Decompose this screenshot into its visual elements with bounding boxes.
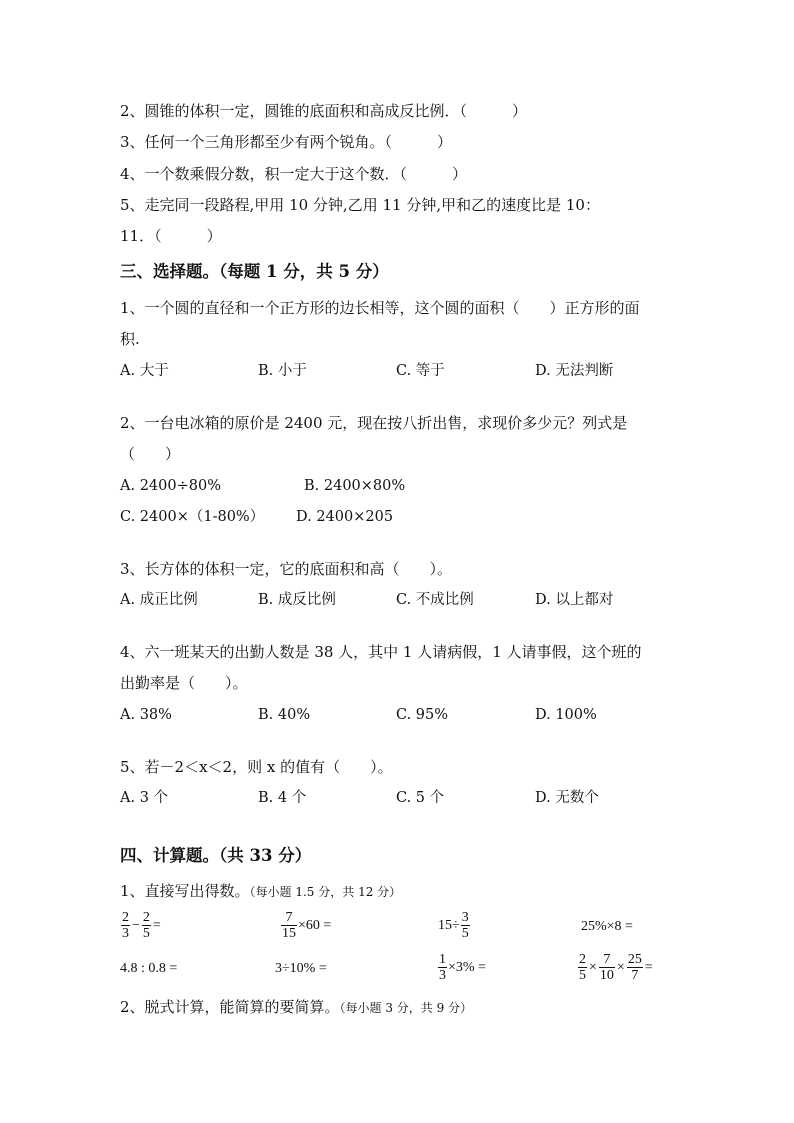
expr-row2-1: 4.8 : 0.8 =: [120, 961, 178, 976]
e8-n3: 25: [627, 952, 642, 967]
q5-option-b[interactable]: B. 4 个: [258, 790, 307, 806]
e7-d: 3: [439, 968, 446, 983]
q1-option-c[interactable]: C. 等于: [396, 363, 445, 379]
e2-tail: ×60 =: [298, 917, 332, 933]
e7-tail: ×3% =: [448, 959, 486, 975]
judge-item-3: 3、任何一个三角形都至少有两个锐角。（ ）: [120, 133, 453, 151]
calc-q2-title: [120, 997, 472, 1018]
q1-stem: 1、一个圆的直径和一个正方形的边长相等，这个圆的面积（ ）正方形的面: [120, 299, 640, 317]
e8-d2: 10: [599, 968, 614, 983]
e1-d1: 3: [122, 926, 129, 941]
q1-stem-cont: 积.: [120, 330, 140, 348]
q5-stem: 5、若－2＜x＜2，则 x 的值有（ ）。: [120, 758, 393, 776]
expr-row2-3: [437, 952, 486, 983]
calc-q2-note: （每小题 3 分，共 9 分）: [339, 1001, 473, 1015]
q4-stem: 4、六一班某天的出勤人数是 38 人，其中 1 人请病假，1 人请事假，这个班的: [120, 643, 642, 661]
q5-option-c[interactable]: C. 5 个: [396, 790, 445, 806]
e8-n2: 7: [599, 952, 615, 968]
q4-option-a[interactable]: A. 38%: [120, 707, 172, 723]
q2-option-b[interactable]: B. 2400×80%: [304, 478, 406, 494]
expr-row1-2: [280, 910, 331, 941]
expr-row2-2: 3÷10% =: [275, 961, 327, 976]
e1-d2: 5: [142, 926, 150, 941]
q4-option-b[interactable]: B. 40%: [258, 707, 311, 723]
q3-option-c[interactable]: C. 不成比例: [396, 592, 474, 608]
expr-row2-4: [577, 952, 654, 983]
e1-eq: =: [152, 917, 161, 933]
e1-n2: 2: [142, 910, 150, 925]
calc-q1-title-text: 1、直接写出得数。: [120, 882, 250, 900]
q3-option-a[interactable]: A. 成正比例: [120, 592, 198, 608]
q1-option-d[interactable]: D. 无法判断: [535, 363, 614, 379]
section-4-heading: 四、计算题。（共 33 分）: [120, 846, 312, 865]
expr-row1-3: [438, 910, 471, 941]
q4-stem-cont: 出勤率是（ ）。: [120, 674, 248, 692]
section-3-heading: 三、选择题。（每题 1 分，共 5 分）: [120, 262, 389, 281]
judge-item-4: 4、一个数乘假分数，积一定大于这个数．（ ）: [120, 165, 468, 183]
e3-head: 15÷: [438, 917, 460, 933]
e1-n1: 2: [122, 910, 129, 925]
calc-q1-note: （每小题 1.5 分，共 12 分）: [249, 885, 402, 899]
q3-option-b[interactable]: B. 成反比例: [258, 592, 336, 608]
judge-item-5-cont: 11．（ ）: [120, 227, 222, 245]
expr-row1-1: [120, 910, 162, 941]
q2-stem: 2、一台电冰箱的原价是 2400 元，现在按八折出售，求现价多少元？列式是: [120, 414, 628, 432]
q4-option-d[interactable]: D. 100%: [535, 707, 597, 723]
q3-option-d[interactable]: D. 以上都对: [535, 592, 614, 608]
q2-option-d[interactable]: D. 2400×205: [296, 509, 394, 525]
e8-d1: 5: [579, 968, 586, 983]
calc-q2-title-text: 2、脱式计算，能简算的要简算。: [120, 998, 340, 1016]
q1-option-a[interactable]: A. 大于: [120, 363, 169, 379]
q2-stem-cont: （ ）: [120, 445, 181, 463]
e2-d: 15: [282, 926, 296, 941]
q4-option-c[interactable]: C. 95%: [396, 707, 449, 723]
q1-option-b[interactable]: B. 小于: [258, 363, 307, 379]
e7-n: 1: [439, 952, 446, 967]
e8-d3: 7: [631, 968, 639, 983]
judge-item-5: 5、走完同一段路程,甲用 10 分钟,乙用 11 分钟,甲和乙的速度比是 10：: [120, 196, 600, 214]
e1-op: −: [132, 917, 140, 933]
q5-option-a[interactable]: A. 3 个: [120, 790, 169, 806]
e8-n1: 2: [579, 952, 586, 967]
q5-option-d[interactable]: D. 无数个: [535, 790, 599, 806]
calc-q1-title: [120, 881, 401, 902]
e8-eq: =: [644, 959, 653, 975]
e8-op2: ×: [616, 959, 625, 975]
e8-op1: ×: [589, 959, 597, 975]
q2-option-a[interactable]: A. 2400÷80%: [120, 478, 221, 494]
q2-option-c[interactable]: C. 2400×（1-80%）: [120, 509, 265, 525]
e3-d: 5: [461, 926, 469, 941]
q3-stem: 3、长方体的体积一定，它的底面积和高（ ）。: [120, 560, 453, 578]
judge-item-2: 2、圆锥的体积一定，圆锥的底面积和高成反比例．（ ）: [120, 102, 528, 120]
expr-row1-4: 25%×8 =: [581, 919, 633, 934]
e3-n: 3: [461, 910, 469, 925]
e2-n: 7: [281, 910, 297, 926]
